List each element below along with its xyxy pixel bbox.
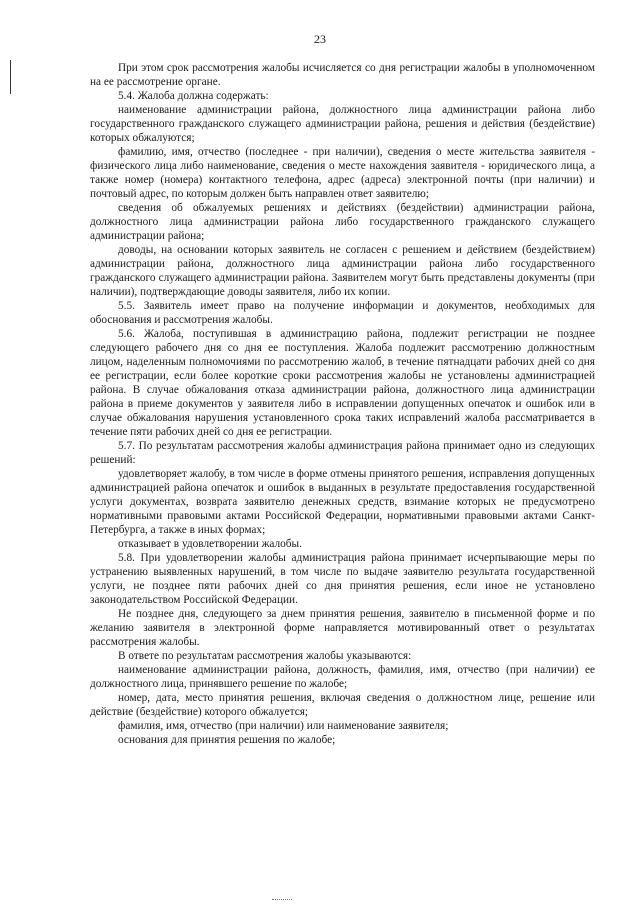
- paragraph: сведения об обжалуемых решениях и действиях (бездействии) администрации района, должностного лица администрации района либо государственного гражданского служащего администрации района;: [90, 202, 595, 242]
- paragraph: 5.8. При удовлетворении жалобы администрация района принимает исчерпывающие меры по устранению выявленных нарушений, в том числе по выдаче заявителю результата государственной услуги, не позднее пяти рабочих дней со дня принятия решения, если иное не установлено законодательством Российской Федерации.: [90, 552, 595, 606]
- paragraph: фамилию, имя, отчество (последнее - при наличии), сведения о месте жительства заявителя - физического лица либо наименование, сведения о месте нахождения заявителя - юридического лица, а также номер (номера) контактного телефона, адрес (адреса) электронной почты (при наличии) и почтовый адрес, по которым должен быть направлен ответ заявителю;: [90, 146, 595, 200]
- scan-bottom-mark: [272, 899, 292, 902]
- paragraph: 5.4. Жалоба должна содержать:: [118, 90, 269, 102]
- paragraph: номер, дата, место принятия решения, включая сведения о должностном лице, решение или действие (бездействие) которого обжалуется;: [90, 692, 595, 718]
- paragraph: 5.7. По результатам рассмотрения жалобы администрация района принимает одно из следующих решений:: [90, 440, 595, 466]
- paragraph: наименование администрации района, должностного лица администрации района либо государственного гражданского служащего администрации района, решения и действия (бездействие) которых обжалуются;: [90, 104, 595, 144]
- paragraph: фамилия, имя, отчество (при наличии) или наименование заявителя;: [118, 720, 449, 732]
- scan-edge-mark: [10, 60, 11, 94]
- paragraph: наименование администрации района, должность, фамилия, имя, отчество (при наличии) ее должностного лица, принявшего решение по жалобе;: [90, 664, 595, 690]
- paragraph: При этом срок рассмотрения жалобы исчисляется со дня регистрации жалобы в уполномоченном на ее рассмотрение органе.: [90, 62, 595, 88]
- paragraph: Не позднее дня, следующего за днем принятия решения, заявителю в письменной форме и по желанию заявителя в электронной форме направляется мотивированный ответ о результатах рассмотрения жалобы.: [90, 608, 595, 648]
- document-body: [90, 61, 595, 747]
- paragraph: основания для принятия решения по жалобе;: [118, 734, 336, 746]
- paragraph: В ответе по результатам рассмотрения жалобы указываются:: [118, 650, 412, 662]
- paragraph: 5.5. Заявитель имеет право на получение информации и документов, необходимых для обоснования и рассмотрения жалобы.: [90, 300, 595, 326]
- paragraph: 5.6. Жалоба, поступившая в администрацию района, подлежит регистрации не позднее следующего рабочего дня со дня ее поступления. Жалоба подлежит рассмотрению должностным лицом, наделенным полномочиями по рассмотрению жалоб, в течение пятнадцати рабочих дней со дня ее регистрации, если более короткие сроки рассмотрения жалобы не установлены администрацией района. В случае обжалования отказа администрации района, должностного лица администрации района в приеме документов у заявителя либо в исправлении допущенных опечаток и ошибок или в случае обжалования нарушения установленного срока таких исправлений жалоба рассматривается в течение пяти рабочих дней со дня ее регистрации.: [90, 328, 595, 438]
- paragraph: доводы, на основании которых заявитель не согласен с решением и действием (бездействием) администрации района, должностного лица администрации района либо государственного гражданского служащего администрации района. Заявителем могут быть представлены документы (при наличии), подтверждающие доводы заявителя, либо их копии.: [90, 244, 595, 298]
- paragraph: удовлетворяет жалобу, в том числе в форме отмены принятого решения, исправления допущенных администрацией района опечаток и ошибок в выданных в результате предоставления государственной услуги документах, возврата заявителю денежных средств, взимание которых не предусмотрено нормативными правовыми актами Российской Федерации, нормативными правовыми актами Санкт-Петербурга, а также в иных формах;: [90, 468, 595, 536]
- paragraph: отказывает в удовлетворении жалобы.: [118, 538, 302, 550]
- page-number: 23: [314, 32, 326, 46]
